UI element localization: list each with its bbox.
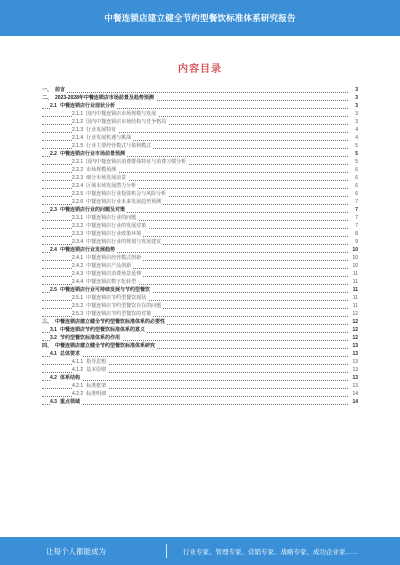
toc-entry-label: 国内中餐连锁店消费群体特征与消费习惯分析 <box>86 159 187 165</box>
toc-entry-number: 2.1.4 <box>72 135 84 141</box>
toc-entry-number: 2.2.2 <box>72 167 84 173</box>
toc-entry[interactable] <box>42 142 360 150</box>
toc-entry-number: 2.4.3 <box>72 271 84 277</box>
toc-entry-text <box>72 255 143 261</box>
toc-entry[interactable] <box>42 126 360 134</box>
toc-entry-page: 11 <box>352 303 358 309</box>
toc-entry-number: 2.5.2 <box>72 303 84 309</box>
toc-entry-text <box>72 199 163 205</box>
toc-entry[interactable] <box>42 166 360 174</box>
toc-entry-text <box>72 295 148 301</box>
toc-entry[interactable] <box>42 118 360 126</box>
toc-entry-number: 2.5 <box>50 287 57 293</box>
toc-entry-text <box>72 143 153 149</box>
toc-entry-number: 4.2.1 <box>72 383 84 389</box>
toc-entry-page: 7 <box>355 223 358 229</box>
toc-entry-number: 2.1 <box>50 103 57 109</box>
toc-entry-number: 2.5.3 <box>72 311 84 317</box>
toc-entry-text <box>50 247 117 253</box>
toc-entry-page: 6 <box>355 175 358 181</box>
toc-entry-page: 5 <box>355 151 358 157</box>
toc-entry-number: 2.2.4 <box>72 183 84 189</box>
toc-entry[interactable] <box>42 190 360 198</box>
toc-entry-label: 重点领域 <box>59 399 80 405</box>
toc-entry-text <box>72 215 138 221</box>
toc-entry[interactable] <box>42 150 360 158</box>
toc-entry-text <box>72 159 188 165</box>
toc-entry-text <box>50 151 127 157</box>
toc-entry-page: 3 <box>355 103 358 109</box>
toc-entry[interactable] <box>42 366 360 374</box>
toc-entry-label: 中餐连锁店数字化转型 <box>86 279 137 285</box>
toc-entry-label: 中餐连锁店建立健全节约型餐饮标准体系的必要性 <box>55 319 166 325</box>
toc-entry-label: 细分市场发展前景 <box>86 175 127 181</box>
toc-entry[interactable] <box>42 94 360 102</box>
toc-entry-label: 行业发展机遇与挑战 <box>86 135 132 141</box>
toc-entry-number: 2.3.4 <box>72 239 84 245</box>
toc-entry-page: 13 <box>352 343 358 349</box>
toc-entry-page: 6 <box>355 183 358 189</box>
toc-entry[interactable] <box>42 134 360 142</box>
toc-entry-label: 指导思想 <box>86 359 107 365</box>
toc-entry-number: 4.2.2 <box>72 391 84 397</box>
toc-entry-label: 中餐连锁店行业政策环境 <box>86 231 142 237</box>
toc-entry[interactable] <box>42 246 360 254</box>
toc-entry-number: 3.1 <box>50 327 57 333</box>
toc-entry-number: 4.1.1 <box>72 359 84 365</box>
toc-entry-label: 中餐连锁店经营模式创新 <box>86 255 142 261</box>
toc-entry[interactable] <box>42 222 360 230</box>
toc-entry[interactable] <box>42 398 360 406</box>
toc-entry-page: 9 <box>355 239 358 245</box>
toc-entry-label: 标准明细 <box>86 391 107 397</box>
toc-entry-page: 7 <box>355 207 358 213</box>
footer-tagline: 行业专家、管理专家、营销专家、战略专家、成功企业家…… <box>183 548 359 556</box>
toc-entry-label: 中餐连锁店消费场景延伸 <box>86 271 142 277</box>
toc-entry-text <box>72 119 168 125</box>
header-banner <box>0 0 400 36</box>
toc-entry-page: 13 <box>352 351 358 357</box>
toc-entry-label: 中餐连锁店产品创新 <box>86 263 132 269</box>
toc-entry[interactable] <box>42 342 360 350</box>
toc-entry-number: 2.3.2 <box>72 223 84 229</box>
toc-entry[interactable] <box>42 286 360 294</box>
toc-entry-text <box>72 175 128 181</box>
toc-entry-text <box>72 311 153 317</box>
toc-entry-label: 市场规模预测 <box>86 167 117 173</box>
toc-entry-text <box>72 367 108 373</box>
toc-entry-page: 12 <box>352 311 358 317</box>
toc-entry-page: 13 <box>352 359 358 365</box>
toc-entry[interactable] <box>42 238 360 246</box>
toc-entry-text <box>72 223 148 229</box>
toc-entry-page: 11 <box>352 271 358 277</box>
toc-entry-text <box>72 303 163 309</box>
toc-entry-text <box>42 319 167 325</box>
toc-entry-number: 2.5.1 <box>72 295 84 301</box>
toc-entry-text <box>72 191 168 197</box>
toc-entry-label: 中餐连锁店节约型餐饮现状 <box>86 295 147 301</box>
toc-entry-number: 2.1.2 <box>72 119 84 125</box>
toc-heading: 内容目录 <box>178 64 222 75</box>
toc-entry-number: 2.2.3 <box>72 175 84 181</box>
toc-entry-text <box>50 207 127 213</box>
footer-divider <box>166 544 167 558</box>
toc-entry-label: 中餐连锁店节约型餐饮标准体系的意义 <box>59 327 145 333</box>
toc-entry-page: 14 <box>352 391 358 397</box>
toc-entry-text <box>72 279 138 285</box>
toc-entry-label: 中餐连锁店行业可持续发展与节约型餐饮 <box>59 287 150 293</box>
toc-entry[interactable] <box>42 310 360 318</box>
toc-entry-text <box>42 343 157 349</box>
toc-entry-page: 12 <box>352 327 358 333</box>
toc-entry-page: 11 <box>352 295 358 301</box>
toc-entry[interactable] <box>42 230 360 238</box>
toc-entry-label: 国内中餐连锁店市场结构与竞争格局 <box>86 119 167 125</box>
toc-entry-label: 区域市场发展潜力分析 <box>86 183 137 189</box>
footer-slogan: 让每个人都能成为 <box>46 546 106 556</box>
toc-entry-label: 中餐连锁店行业现状分析 <box>59 103 115 109</box>
toc-entry-text <box>72 391 108 397</box>
toc-entry-number: 2.2.1 <box>72 159 84 165</box>
toc-entry-text <box>72 271 143 277</box>
toc-entry-text <box>72 263 133 269</box>
toc-entry-label: 节约型餐饮标准体系的作用 <box>59 335 120 341</box>
toc-entry-number: 4.1.2 <box>72 367 84 373</box>
toc-entry-text <box>72 239 163 245</box>
footer-banner <box>0 537 400 565</box>
toc-entry[interactable] <box>42 358 360 366</box>
toc-entry-label: 行业发展特征 <box>86 127 117 133</box>
toc-entry-text <box>72 167 118 173</box>
toc-entry[interactable] <box>42 158 360 166</box>
toc-entry-page: 4 <box>355 127 358 133</box>
toc-entry-number: 2.1.5 <box>72 143 84 149</box>
toc-entry[interactable] <box>42 302 360 310</box>
toc-entry-text <box>72 135 133 141</box>
toc-entry-text <box>50 327 147 333</box>
toc-entry-page: 13 <box>352 375 358 381</box>
toc-entry-label: 中餐连锁店行业市场前景预测 <box>59 151 125 157</box>
table-of-contents <box>42 86 360 406</box>
toc-entry-page: 12 <box>352 335 358 341</box>
toc-entry-number: 三、 <box>42 319 53 325</box>
toc-entry-text <box>50 103 117 109</box>
toc-entry-text <box>50 399 82 405</box>
toc-entry-text <box>50 287 152 293</box>
toc-entry-page: 3 <box>355 95 358 101</box>
toc-entry[interactable] <box>42 318 360 326</box>
toc-entry-page: 12 <box>352 319 358 325</box>
toc-entry-page: 11 <box>352 279 358 285</box>
toc-entry-number: 3.2 <box>50 335 57 341</box>
toc-entry[interactable] <box>42 294 360 302</box>
toc-entry-text <box>72 383 108 389</box>
toc-entry-page: 6 <box>355 191 358 197</box>
toc-entry[interactable] <box>42 382 360 390</box>
toc-entry-label: 中餐连锁店行业发展趋势 <box>59 247 115 253</box>
toc-entry-number: 2.2.5 <box>72 191 84 197</box>
toc-entry-text <box>72 183 138 189</box>
toc-entry[interactable] <box>42 278 360 286</box>
dot-leader <box>42 404 348 405</box>
toc-entry-text <box>72 127 118 133</box>
toc-entry-page: 3 <box>355 111 358 117</box>
toc-entry[interactable] <box>42 374 360 382</box>
dot-leader <box>42 356 348 357</box>
toc-entry-label: 中餐连锁店行业的规划与发展建议 <box>86 239 162 245</box>
toc-entry-number: 2.4 <box>50 247 57 253</box>
toc-entry[interactable] <box>42 86 360 94</box>
toc-entry-number: 四、 <box>42 343 53 349</box>
toc-entry-page: 5 <box>355 143 358 149</box>
toc-entry-number: 2.4.2 <box>72 263 84 269</box>
toc-entry-number: 2.3.3 <box>72 231 84 237</box>
toc-entry-page: 7 <box>355 215 358 221</box>
toc-entry[interactable] <box>42 326 360 334</box>
toc-entry-label: 中餐连锁店行业投资机会与风险分析 <box>86 191 167 197</box>
toc-entry-page: 6 <box>355 167 358 173</box>
toc-entry-number: 4.3 <box>50 399 57 405</box>
toc-entry-page: 10 <box>352 263 358 269</box>
toc-entry-page: 3 <box>355 119 358 125</box>
toc-entry[interactable] <box>42 254 360 262</box>
toc-entry[interactable] <box>42 182 360 190</box>
toc-entry[interactable] <box>42 214 360 222</box>
toc-entry-number: 2.2 <box>50 151 57 157</box>
toc-entry-page: 3 <box>355 87 358 93</box>
toc-entry-page: 11 <box>352 287 358 293</box>
toc-entry-number: 2.4.1 <box>72 255 84 261</box>
toc-entry[interactable] <box>42 110 360 118</box>
toc-entry-label: 基本原则 <box>86 367 107 373</box>
toc-entry-label: 国内中餐连锁店市场规模与发展 <box>86 111 157 117</box>
toc-entry-page: 13 <box>352 383 358 389</box>
toc-entry-text <box>50 335 122 341</box>
toc-entry-number: 一、 <box>42 87 53 93</box>
toc-entry-label: 中餐连锁店节约型餐饮存在的问题 <box>86 303 162 309</box>
toc-entry-page: 13 <box>352 367 358 373</box>
toc-entry-number: 4.1 <box>50 351 57 357</box>
toc-entry[interactable] <box>42 102 360 110</box>
toc-entry-label: 标准框架 <box>86 383 107 389</box>
toc-entry-label: 中餐连锁店建立健全节约型餐饮标准体系研究 <box>55 343 156 349</box>
toc-entry-label: 体系结构 <box>59 375 80 381</box>
toc-entry-page: 5 <box>355 159 358 165</box>
toc-entry-number: 2.4.4 <box>72 279 84 285</box>
toc-entry-label: 2023-2028年中餐连锁店市场前景及趋势预测 <box>55 95 154 101</box>
toc-entry-page: 14 <box>352 399 358 405</box>
toc-entry[interactable] <box>42 390 360 398</box>
toc-entry-number: 4.2 <box>50 375 57 381</box>
toc-entry-label: 总体要求 <box>59 351 80 357</box>
toc-entry-number: 2.1.1 <box>72 111 84 117</box>
toc-entry-page: 7 <box>355 199 358 205</box>
toc-entry[interactable] <box>42 350 360 358</box>
toc-entry-text <box>42 87 67 93</box>
toc-entry-number: 2.1.3 <box>72 127 84 133</box>
toc-entry-text <box>72 231 143 237</box>
toc-entry-label: 中餐连锁店行业的问题及对策 <box>59 207 125 213</box>
toc-entry[interactable] <box>42 174 360 182</box>
dot-leader <box>42 92 348 93</box>
toc-entry-label: 行业主要经营模式与盈利模式 <box>86 143 152 149</box>
toc-entry-label: 中餐连锁店行业的发展对策 <box>86 223 147 229</box>
toc-entry-label: 中餐连锁店行业未来发展趋势预测 <box>86 199 162 205</box>
toc-entry-text <box>50 375 82 381</box>
toc-entry[interactable] <box>42 198 360 206</box>
toc-entry-label: 前言 <box>55 87 66 93</box>
toc-entry-label: 中餐连锁店行业的问题 <box>86 215 137 221</box>
toc-entry[interactable] <box>42 334 360 342</box>
report-title: 中餐连锁店建立健全节约型餐饮标准体系研究报告 <box>104 13 296 23</box>
toc-entry-number: 2.2.6 <box>72 199 84 205</box>
toc-entry-number: 2.3 <box>50 207 57 213</box>
toc-entry-number: 2.3.1 <box>72 215 84 221</box>
toc-entry-text <box>42 95 156 101</box>
toc-entry-page: 10 <box>352 247 358 253</box>
toc-entry[interactable] <box>42 206 360 214</box>
toc-entry-page: 8 <box>355 231 358 237</box>
toc-entry-number: 二、 <box>42 95 53 101</box>
toc-entry-text <box>72 111 158 117</box>
toc-entry-label: 中餐连锁店节约型餐饮的对策 <box>86 311 152 317</box>
toc-entry-text <box>50 351 82 357</box>
dot-leader <box>42 380 348 381</box>
toc-entry-text <box>72 359 108 365</box>
toc-entry[interactable] <box>42 270 360 278</box>
toc-entry-page: 4 <box>355 135 358 141</box>
toc-entry-page: 10 <box>352 255 358 261</box>
toc-entry[interactable] <box>42 262 360 270</box>
